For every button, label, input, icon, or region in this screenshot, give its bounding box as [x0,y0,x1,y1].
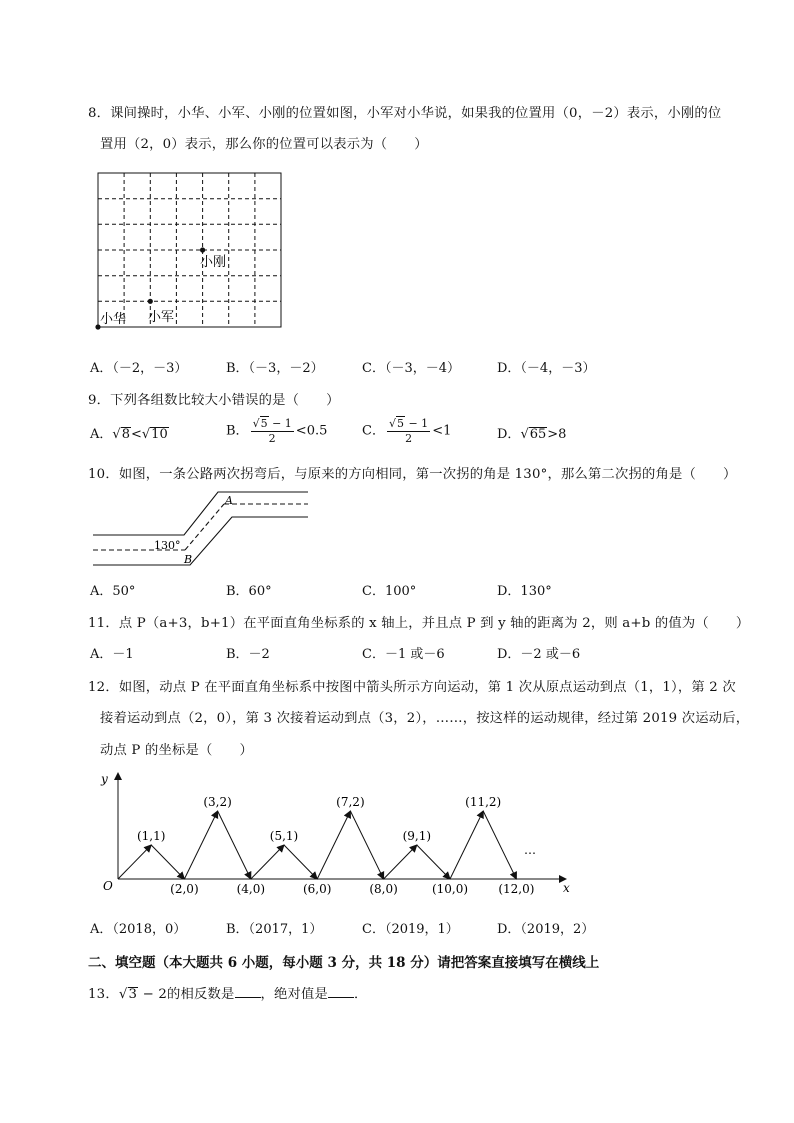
q9-text: 9．下列各组数比较大小错误的是（ ） [88,393,340,408]
point-xiaogang [200,247,205,252]
point-label: (6,0) [302,882,332,896]
q10-text: 10．如图，一条公路两次拐弯后，与原来的方向相同，第一次拐的角是 130°，那么第二次拐的角是（ ） [88,467,737,482]
path-segment [350,811,383,879]
q12-option-b[interactable]: B．（2017，1） [226,922,323,937]
point-label: (1,1) [136,829,166,843]
q10-option-b[interactable]: B．60° [226,584,272,599]
q10-option-a[interactable]: A．50° [90,584,136,599]
point-label: (11,2) [465,795,502,809]
q12-option-c[interactable]: C．（2019，1） [362,922,459,937]
origin-label: O [103,879,113,893]
answer-blank-1[interactable] [235,985,261,998]
graph-axes [118,773,566,879]
ellipsis: … [524,843,536,857]
point-xiaojun [148,299,153,304]
label-xiaojun: 小军 [148,310,175,325]
point-label: (4,0) [236,882,266,896]
point-label: (9,1) [402,829,432,843]
q12-line2: 接着运动到点（2，0），第 3 次接着运动到点（3，2），……，按这样的运动规律，经过第 2019 次运动后， [100,711,750,726]
q10-road-figure [88,486,318,572]
q12-line3: 动点 P 的坐标是（ ） [100,743,253,758]
point-labels [137,795,534,896]
radicand: 5 [260,417,268,430]
q11-option-a[interactable]: A．－1 [90,647,134,662]
option-letter: B． [226,423,249,439]
q11-option-c[interactable]: C．－1 或－6 [362,647,445,662]
grid-dashed-lines [98,173,281,327]
answer-blank-2[interactable] [328,985,354,998]
section-two-title: 二、填空题（本大题共 6 小题，每小题 3 分，共 18 分）请把答案直接填写在横线上 [88,955,600,971]
radicand: 65 [529,427,547,442]
num-tail: − 1 [404,417,429,430]
sqrt-65: √ 65 [520,427,547,442]
q11-text: 11．点 P（a+3，b+1）在平面直角坐标系的 x 轴上，并且点 P 到 y 轴的距离为 2，则 a+b 的值为（ ） [88,616,750,631]
road-lines [93,492,308,565]
num-tail: − 1 [268,417,292,430]
q9-option-b[interactable] [226,417,327,445]
comparison: <0.5 [295,423,328,439]
q8-option-a[interactable]: A．（－2，－3） [90,361,188,376]
comparison: <1 [432,423,452,439]
sqrt-8: √ 8 [112,427,130,442]
sqrt-10: √ 10 [141,427,168,442]
path-segments [118,811,516,879]
fraction [387,417,430,445]
expr-tail: − 2 [138,987,168,1002]
numerator: √5 − 1 [388,417,429,430]
path-segment [151,845,184,879]
q12-option-a[interactable]: A．（2018，0） [90,922,187,937]
q11-option-b[interactable]: B．－2 [226,647,270,662]
q12-line1: 12．如图，动点 P 在平面直角坐标系中按图中箭头所示方向运动，第 1 次从原点运动到点（1，1），第 2 次 [88,680,736,695]
label-angle: 130° [154,539,181,552]
point-label: (7,2) [336,795,365,809]
q12-option-d[interactable]: D．（2019，2） [497,922,595,937]
path-segment [317,811,350,879]
text-absolute: ，绝对值是 [260,987,329,1002]
path-segment [284,845,317,879]
path-segment [450,811,483,879]
q8-line2: 置用（2，0）表示，那么你的位置可以表示为（ ） [100,137,428,152]
numerator: √5 − 1 [252,417,292,430]
path-segment [118,845,151,879]
radicand: 10 [151,427,168,442]
label-b: B [184,553,193,566]
comparison: < [130,427,142,442]
q8-grid-figure [88,165,288,335]
q13-text [88,983,368,1002]
radicand: 3 [128,987,138,1002]
path-segment [218,811,251,879]
q8-option-b[interactable]: B．（－3，－2） [226,361,324,376]
label-a: A [225,494,233,507]
q9-option-a[interactable] [90,423,169,442]
denominator: 2 [405,432,413,445]
point-label: (8,0) [369,882,398,896]
q12-path-graph [88,765,588,900]
sqrt-3: √ 3 [118,987,138,1002]
fraction [251,417,294,445]
radicand: 5 [396,417,404,430]
path-segment [483,811,516,879]
x-axis-label: x [563,881,570,895]
text-opposite: 的相反数是 [167,987,235,1002]
question-number: 13． [88,987,119,1002]
q9-option-d[interactable] [497,423,566,442]
label-xiaohua: 小华 [100,312,127,327]
label-xiaogang: 小刚 [200,255,227,270]
option-letter: C． [362,423,385,439]
point-label: (2,0) [170,882,199,896]
q8-line1: 8．课间操时，小华、小军、小刚的位置如图，小军对小华说，如果我的位置用（0，－2）表示，小刚的位 [88,106,722,121]
point-label: (5,1) [269,829,299,843]
q8-option-c[interactable]: C．（－3，－4） [362,361,460,376]
point-label: (3,2) [203,795,232,809]
q10-option-c[interactable]: C．100° [362,584,417,599]
q8-option-d[interactable]: D．（－4，－3） [497,361,596,376]
q10-option-d[interactable]: D．130° [497,584,552,599]
text-end: ． [354,987,368,1002]
point-label: (10,0) [431,882,469,896]
q9-option-c[interactable] [362,417,451,445]
point-label: (12,0) [498,882,535,896]
option-letter: D． [497,427,521,442]
path-segment [417,845,450,879]
path-segment [251,845,284,879]
q11-option-d[interactable]: D．－2 或－6 [497,647,581,662]
option-letter: A． [90,427,113,442]
y-axis-label: y [101,772,108,786]
radicand: 8 [121,427,130,442]
path-segment [184,811,217,879]
path-segment [384,845,417,879]
comparison: >8 [547,427,567,442]
denominator: 2 [268,432,276,445]
